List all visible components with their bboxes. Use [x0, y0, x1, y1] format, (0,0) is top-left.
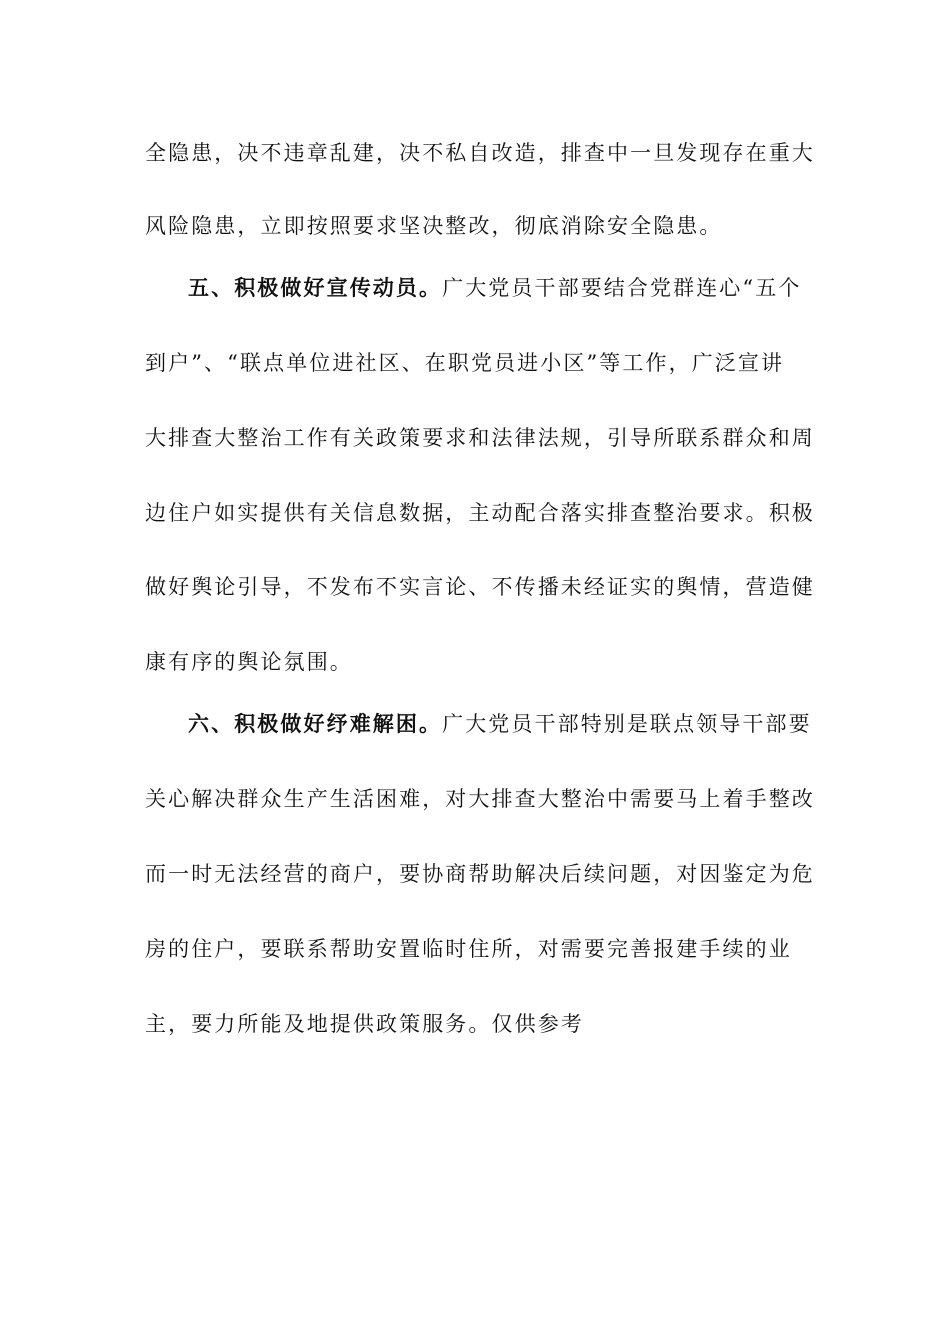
section6-text: 广大党员干部特别是联点领导干部要: [442, 712, 812, 736]
text-line: 风险隐患，立即按照要求坚决整改，彻底消除安全隐患。: [145, 214, 723, 238]
text-line: 而一时无法经营的商户，要协商帮助解决后续问题，对因鉴定为危: [145, 862, 815, 886]
section6-first-line: [188, 709, 812, 739]
section5-first-line: [188, 273, 802, 303]
text-line: 康有序的舆论氛围。: [145, 650, 353, 674]
text-line: 做好舆论引导，不发布不实言论、不传播未经证实的舆情，营造健: [145, 575, 815, 599]
section5-text: 广大党员干部要结合党群连心“五个: [442, 276, 802, 300]
text-line: 边住户如实提供有关信息数据，主动配合落实排查整治要求。积极: [145, 501, 815, 525]
text-line: 关心解决群众生产生活困难，对大排查大整治中需要马上着手整改: [145, 787, 815, 811]
section5-heading: 五、积极做好宣传动员。: [188, 275, 443, 300]
section6-heading: 六、积极做好纾难解困。: [188, 711, 443, 736]
text-line: 到户”、“联点单位进社区、在职党员进小区”等工作，广泛宣讲: [145, 351, 785, 375]
text-line: 房的住户，要联系帮助安置临时住所，对需要完善报建手续的业: [145, 937, 792, 961]
text-line: 主，要力所能及地提供政策服务。仅供参考: [145, 1012, 584, 1036]
text-line: 大排查大整治工作有关政策要求和法律法规，引导所联系群众和周: [145, 426, 815, 450]
text-line: 全隐患，决不违章乱建，决不私自改造，排查中一旦发现存在重大: [145, 141, 815, 165]
